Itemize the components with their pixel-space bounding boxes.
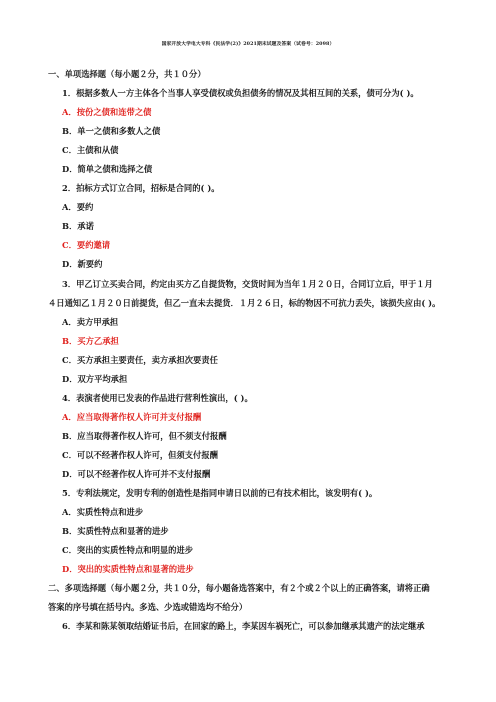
question-5-option-d: D．突出的实质性特点和显著的进步 bbox=[62, 564, 194, 574]
section-heading-multiple-choice-line-2: 答案的序号填在括号内。多选、少选或错选均不给分） bbox=[48, 602, 248, 612]
question-4-option-b: B．应当取得著作权人许可，但不须支付报酬 bbox=[62, 431, 227, 441]
question-5-option-b: B．实质性特点和显著的进步 bbox=[62, 526, 169, 536]
question-1-option-b: B．单一之债和多数人之债 bbox=[62, 126, 161, 136]
question-3-stem-line-1: 3．甲乙订立买卖合同，约定由买方乙自提货物，交货时间为当年１月２０日，合同订立后，甲于１月 bbox=[62, 279, 433, 289]
question-5-stem: 5．专利法规定，发明专利的创造性是指同申请日以前的已有技术相比，该发明有( )。 bbox=[62, 488, 378, 498]
question-3-option-b: B．买方乙承担 bbox=[62, 336, 119, 346]
question-2-option-b: B．承诺 bbox=[62, 221, 94, 231]
question-3-option-c: C．买方承担主要责任，卖方承担次要责任 bbox=[62, 355, 218, 365]
question-1-stem: 1．根据多数人一方主体各个当事人享受债权或负担债务的情况及其相互间的关系，债可分为( )。 bbox=[62, 88, 419, 98]
question-2-option-c: C．要约邀请 bbox=[62, 240, 111, 250]
question-6-stem: 6．李某和陈某领取结婚证书后，在回家的路上，李某因车祸死亡，可以参加继承其遗产的法定继承 bbox=[62, 621, 425, 631]
question-1-option-c: C．主债和从债 bbox=[62, 145, 119, 155]
section-heading-single-choice: 一、单项选择题（每小题２分，共１０分） bbox=[48, 69, 206, 79]
question-3-option-a: A．卖方甲承担 bbox=[62, 317, 119, 327]
question-3-option-d: D．双方平均承担 bbox=[62, 374, 128, 384]
section-heading-multiple-choice-line-1: 二、多项选择题（每小题２分，共１０分，每小题备选答案中，有２个或２个以上的正确答案，请将正确 bbox=[48, 583, 430, 593]
question-3-stem-line-2: ４日通知乙１月２０日前提货，但乙一直未去提货．１月２６日，标的物因不可抗力丢失，该损失应由( )。 bbox=[48, 298, 441, 308]
question-2-option-d: D．新要约 bbox=[62, 259, 103, 269]
question-4-option-c: C．可以不经著作权人许可，但须支付报酬 bbox=[62, 450, 218, 460]
question-5-option-a: A．实质性特点和进步 bbox=[62, 507, 144, 517]
exam-title: 国家开放大学电大专科《民法学(2)》2021期末试题及答案（试卷号：2098） bbox=[161, 41, 335, 47]
question-2-stem: 2．拍标方式订立合同，招标是合同的( )。 bbox=[62, 183, 220, 193]
question-4-stem: 4．表演者使用已发表的作品进行营利性演出，( )。 bbox=[62, 393, 253, 403]
question-2-option-a: A．要约 bbox=[62, 202, 94, 212]
question-1-option-d: D．简单之债和选择之债 bbox=[62, 164, 153, 174]
question-4-option-a: A．应当取得著作权人许可并支付报酬 bbox=[62, 412, 202, 422]
question-4-option-d: D．可以不经著作权人许可并不支付报酬 bbox=[62, 469, 211, 479]
question-1-option-a: A．按份之债和连带之债 bbox=[62, 107, 152, 117]
question-5-option-c: C．突出的实质性特点和明显的进步 bbox=[62, 545, 194, 555]
